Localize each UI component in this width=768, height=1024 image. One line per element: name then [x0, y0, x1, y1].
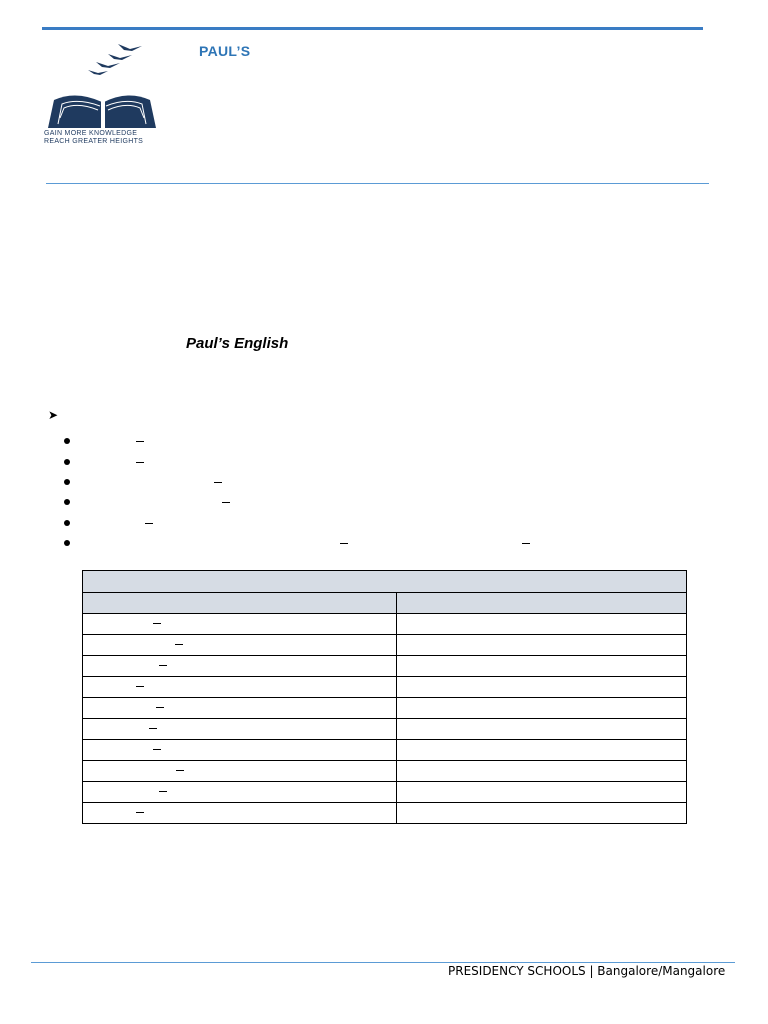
- table-cell: [83, 635, 397, 656]
- table-cell: [397, 740, 687, 761]
- cell-dash: [153, 749, 161, 750]
- footer-rule: [31, 962, 735, 963]
- table-cell: [83, 677, 397, 698]
- table-cell: [397, 635, 687, 656]
- table-title-row: [83, 571, 687, 593]
- list-dash: [222, 502, 230, 503]
- cell-dash: [149, 728, 157, 729]
- table-cell: [83, 719, 397, 740]
- cell-dash: [136, 812, 144, 813]
- header-bottom-rule: [46, 183, 709, 184]
- table-row: [83, 677, 687, 698]
- table-title-cell: [83, 571, 687, 593]
- list-dash: [136, 462, 144, 463]
- list-bullet: [64, 479, 70, 485]
- table-cell: [83, 614, 397, 635]
- arrow-bullet-icon: ➤: [48, 408, 59, 422]
- table-cell: [397, 782, 687, 803]
- table-cell: [397, 803, 687, 824]
- cell-dash: [176, 770, 184, 771]
- table-cell: [397, 614, 687, 635]
- content-table: [82, 570, 687, 824]
- table-row: [83, 740, 687, 761]
- cell-dash: [159, 791, 167, 792]
- cell-dash: [159, 665, 167, 666]
- table-row: [83, 803, 687, 824]
- table-row: [83, 656, 687, 677]
- subject-title: Paul’s English: [186, 335, 289, 352]
- logo-tagline-1: GAIN MORE KNOWLEDGE: [44, 130, 138, 137]
- table-cell: [83, 761, 397, 782]
- table-row: [83, 782, 687, 803]
- list-dash: [136, 441, 144, 442]
- footer-text: PRESIDENCY SCHOOLS | Bangalore/Mangalore: [448, 964, 726, 978]
- table-header-cell: [83, 593, 397, 614]
- book-birds-logo-icon: [44, 40, 162, 130]
- table-cell: [397, 761, 687, 782]
- table-row: [83, 761, 687, 782]
- list-bullet: [64, 540, 70, 546]
- cell-dash: [156, 707, 164, 708]
- list-bullet: [64, 438, 70, 444]
- list-dash: [145, 523, 153, 524]
- table-cell: [397, 719, 687, 740]
- table-header-row: [83, 593, 687, 614]
- table-cell: [397, 656, 687, 677]
- list-bullet: [64, 520, 70, 526]
- table-cell: [83, 698, 397, 719]
- cell-dash: [136, 686, 144, 687]
- table-row: [83, 635, 687, 656]
- table-cell: [83, 656, 397, 677]
- logo-tagline-2: REACH GREATER HEIGHTS: [44, 138, 144, 145]
- table-cell: [83, 740, 397, 761]
- table-cell: [83, 803, 397, 824]
- list-dash: [522, 543, 530, 544]
- cell-dash: [153, 623, 161, 624]
- school-logo: [44, 40, 162, 148]
- table-row: [83, 698, 687, 719]
- table-header-cell: [397, 593, 687, 614]
- list-bullet: [64, 459, 70, 465]
- cell-dash: [175, 644, 183, 645]
- header-top-rule: [42, 27, 703, 30]
- brand-name: PAUL’S: [199, 43, 251, 59]
- table-row: [83, 614, 687, 635]
- table-cell: [397, 698, 687, 719]
- table-cell: [397, 677, 687, 698]
- list-dash: [340, 543, 348, 544]
- table-cell: [83, 782, 397, 803]
- list-dash: [214, 482, 222, 483]
- list-bullet: [64, 499, 70, 505]
- table-row: [83, 719, 687, 740]
